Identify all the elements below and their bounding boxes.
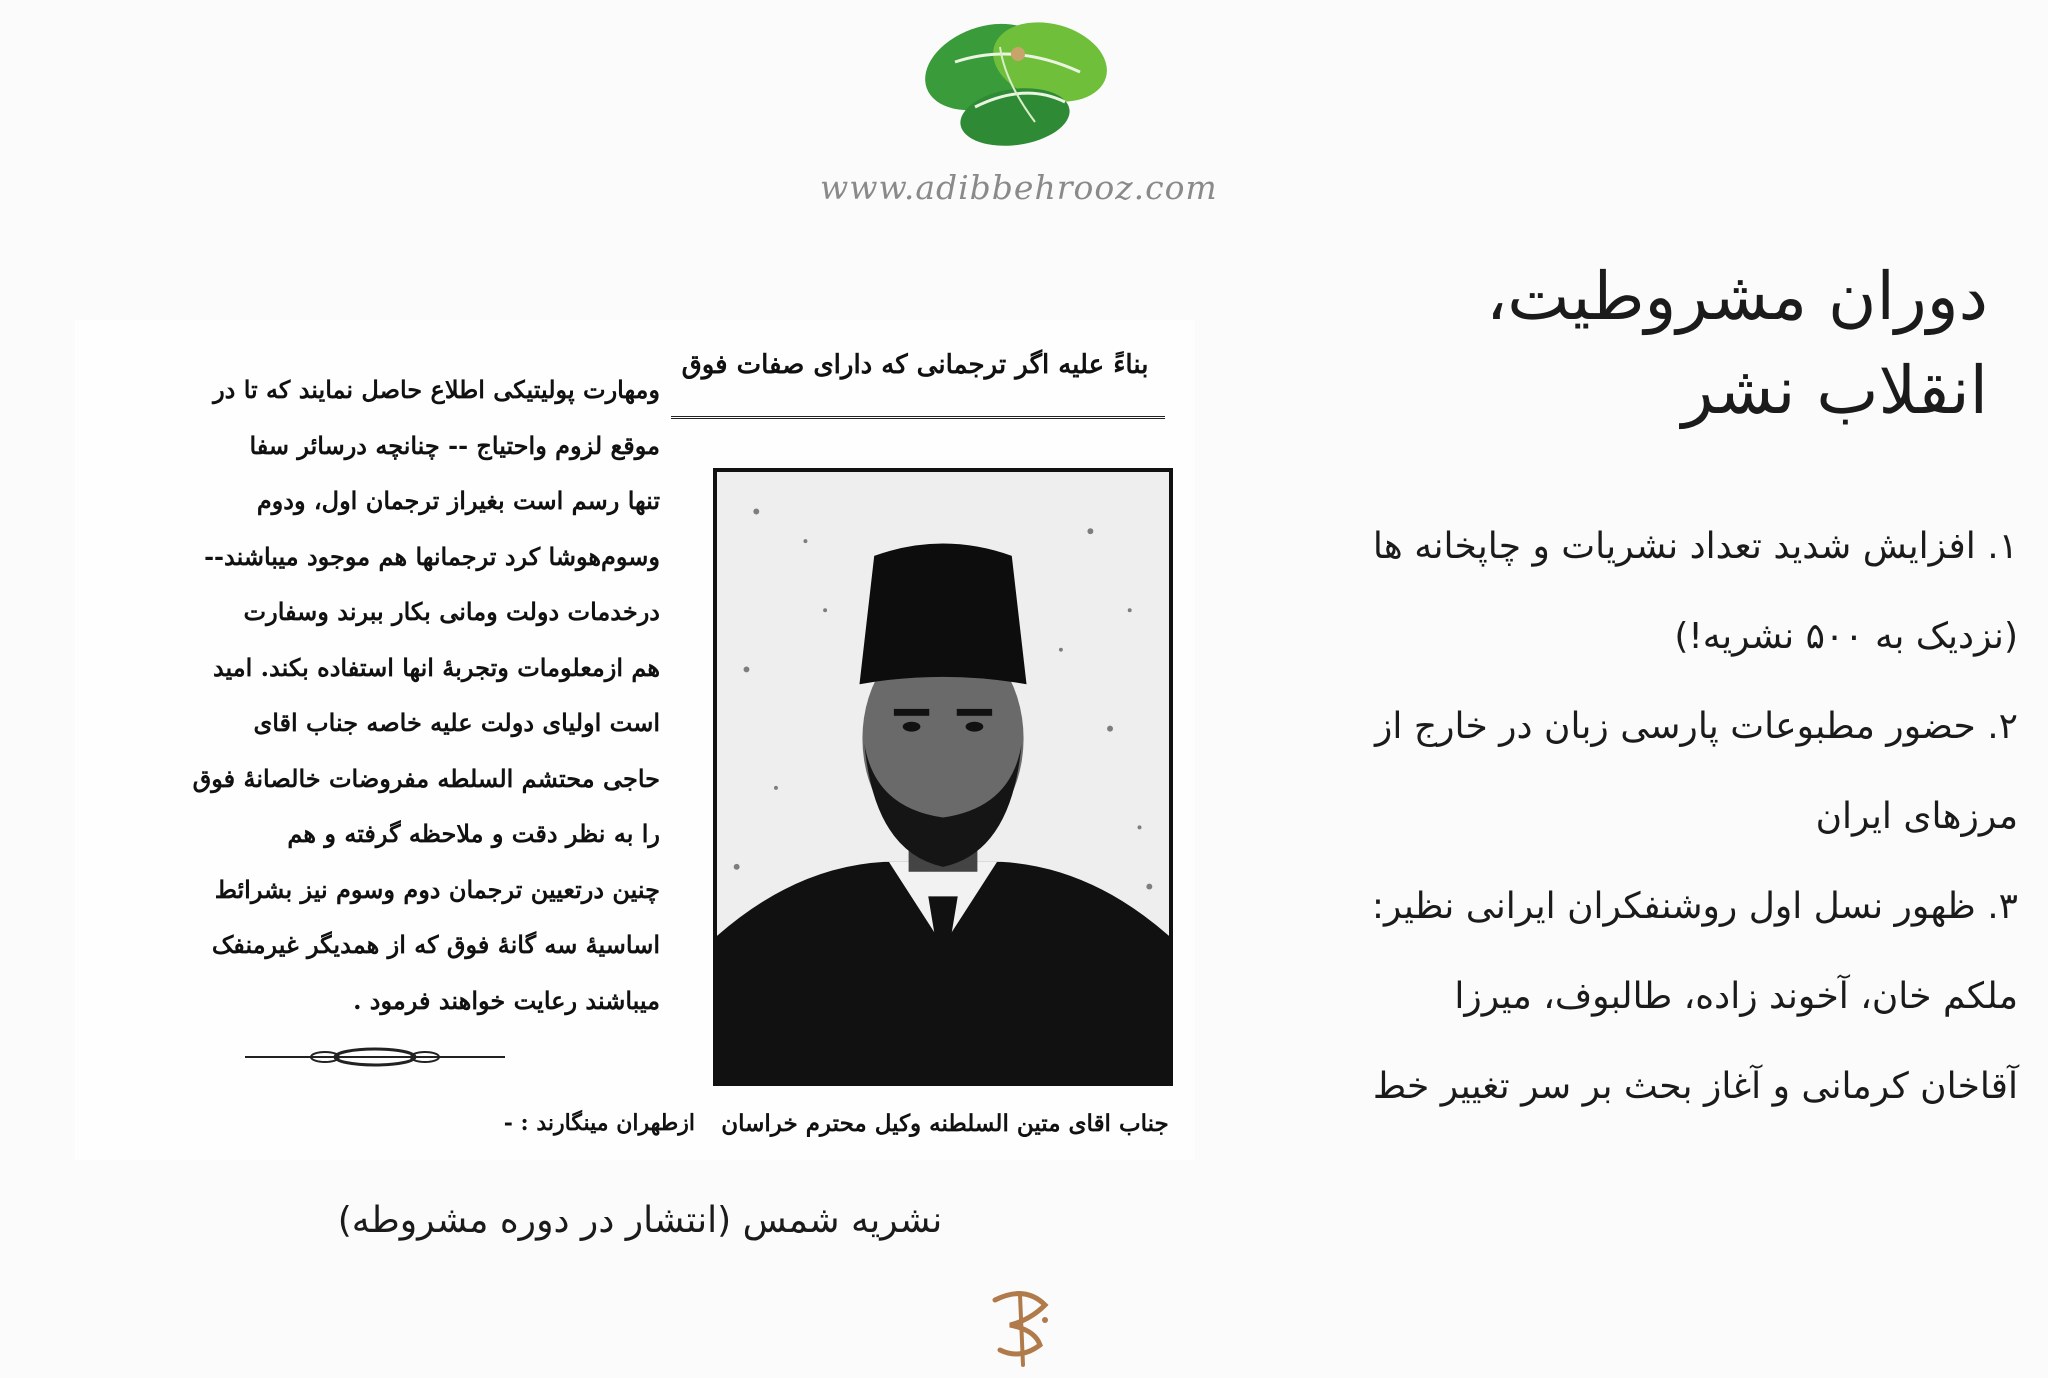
column-line: را به نظر دقت و ملاحظه گرفته و هم — [287, 819, 660, 848]
bullet-points — [1278, 502, 2018, 1132]
column-line: چنین درتعیین ترجمان دوم وسوم نیز بشرائط — [214, 874, 660, 904]
newspaper-header: بناءً علیه اگر ترجمانی که دارای صفات فوق — [681, 350, 1149, 380]
point-line: مرزهای ایران — [1815, 796, 2018, 837]
point-line: ملکم خان، آخوند زاده، طالبوف، میرزا — [1454, 976, 2018, 1017]
green-leaf-logo-icon — [915, 12, 1115, 160]
newspaper-scan — [75, 320, 1195, 1160]
column-line: درخدمات دولت ومانی بکار ببرند وسفارت — [243, 597, 660, 626]
point-line: (نزدیک به ۵۰۰ نشریه!) — [1674, 616, 2018, 657]
column-line: است اولیای دولت علیه خاصه جناب اقای — [253, 708, 660, 737]
point-line: ۱. افزایش شدید تعداد نشریات و چاپخانه ها — [1372, 526, 2018, 567]
column-line: حاجی محتشم السلطه مفروضات خالصانهٔ فوق — [192, 763, 660, 793]
column-line: ومهارت پولیتیکی اطلاع حاصل نمایند که تا در — [213, 375, 660, 404]
column-line: وسوم‌هوشا کرد ترجمانها هم موجود میباشند-- — [204, 541, 660, 571]
column-line: اساسیهٔ سه گانهٔ فوق که از همدیگر غیرمنفک — [211, 930, 660, 959]
column-line: موقع لزوم واحتیاج -- چنانچه درسائر سفا — [249, 430, 660, 460]
title-line: دوران مشروطیت، — [1486, 258, 1988, 335]
calligraphy-signature-icon — [975, 1280, 1065, 1370]
image-caption: نشریه شمس (انتشار در دوره مشروطه) — [337, 1200, 943, 1241]
newspaper-footer-text: ازطهران مینگارند : - — [503, 1110, 695, 1136]
column-line: هم ازمعلومات وتجربهٔ انها استفاده بکند. امید — [212, 652, 660, 682]
slide-title — [1288, 250, 1988, 438]
portrait-photo — [713, 468, 1173, 1086]
newspaper-divider — [671, 416, 1165, 419]
point-line: ۳. ظهور نسل اول روشنفکران ایرانی نظیر: — [1371, 886, 2018, 927]
ornament-divider-icon — [245, 1042, 505, 1072]
photo-caption: جناب اقای متین السلطنه وکیل محترم خراسان — [721, 1110, 1169, 1137]
title-line: انقلاب نشر — [1681, 352, 1988, 429]
website-url: www.adibbehrooz.com — [820, 168, 1218, 207]
column-line: تنها رسم است بغیراز ترجمان اول، ودوم — [256, 486, 660, 515]
point-line: ۲. حضور مطبوعات پارسی زبان در خارج از — [1375, 706, 2018, 747]
column-line: میباشند رعایت خواهند فرمود . — [353, 985, 660, 1015]
newspaper-column — [115, 362, 660, 1028]
point-line: آقاخان کرمانی و آغاز بحث بر سر تغییر خط — [1372, 1066, 2018, 1107]
